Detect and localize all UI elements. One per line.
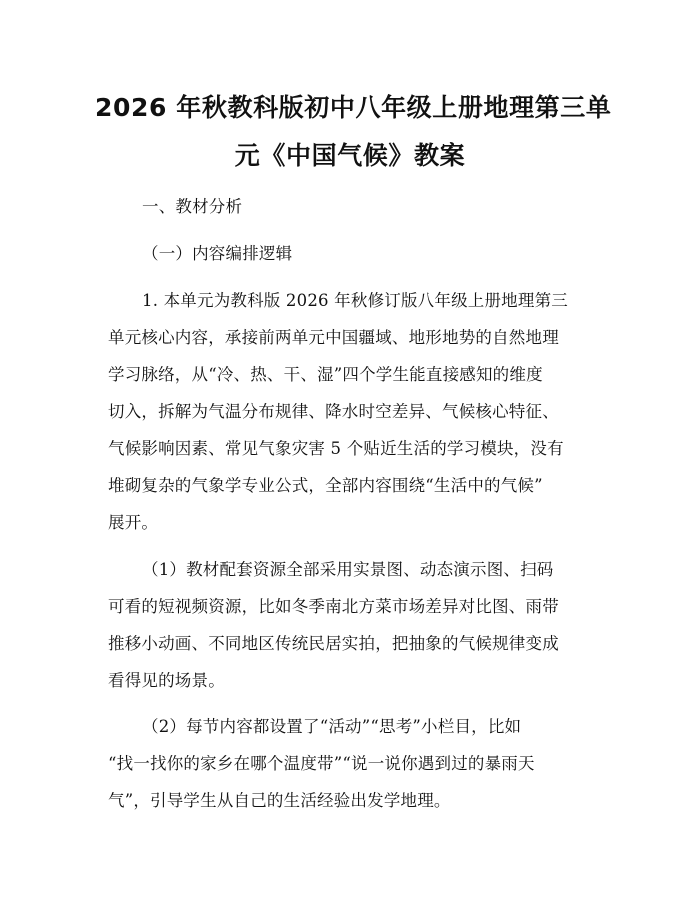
section-heading: 一、教材分析 [142,197,243,216]
paragraph-3-line: 气”，引导学生从自己的生活经验出发学地理。 [108,791,451,810]
paragraph-1-line: 展开。 [108,513,159,532]
paragraph-3-line: “找一找你的家乡在哪个温度带”“说一说你遇到过的暴雨天 [108,754,535,773]
paragraph-1-line: 学习脉络，从“冷、热、干、湿”四个学生能直接感知的维度 [108,365,543,384]
paragraph-2-line: 看得见的场景。 [108,671,225,690]
subsection-heading: （一）内容编排逻辑 [142,244,293,263]
document-title-line-1: 2026 年秋教科版初中八年级上册地理第三单 [95,93,612,122]
paragraph-1-line: 堆砌复杂的气象学专业公式，全部内容围绕“生活中的气候” [108,476,543,495]
paragraph-2-line: （1）教材配套资源全部采用实景图、动态演示图、扫码 [142,560,554,579]
paragraph-1-line: 1. 本单元为教科版 2026 年秋修订版八年级上册地理第三 [142,291,568,310]
paragraph-1-line: 气候影响因素、常见气象灾害 5 个贴近生活的学习模块，没有 [108,439,564,458]
paragraph-1-line: 单元核心内容，承接前两单元中国疆域、地形地势的自然地理 [108,328,559,347]
paragraph-3-line: （2）每节内容都设置了“活动”“思考”小栏目，比如 [142,717,522,736]
paragraph-1-line: 切入，拆解为气温分布规律、降水时空差异、气候核心特征、 [108,402,559,421]
paragraph-2-line: 推移小动画、不同地区传统民居实拍，把抽象的气候规律变成 [108,634,559,653]
document-title-line-2: 元《中国气候》教案 [234,141,466,170]
paragraph-2-line: 可看的短视频资源，比如冬季南北方菜市场差异对比图、雨带 [108,597,559,616]
